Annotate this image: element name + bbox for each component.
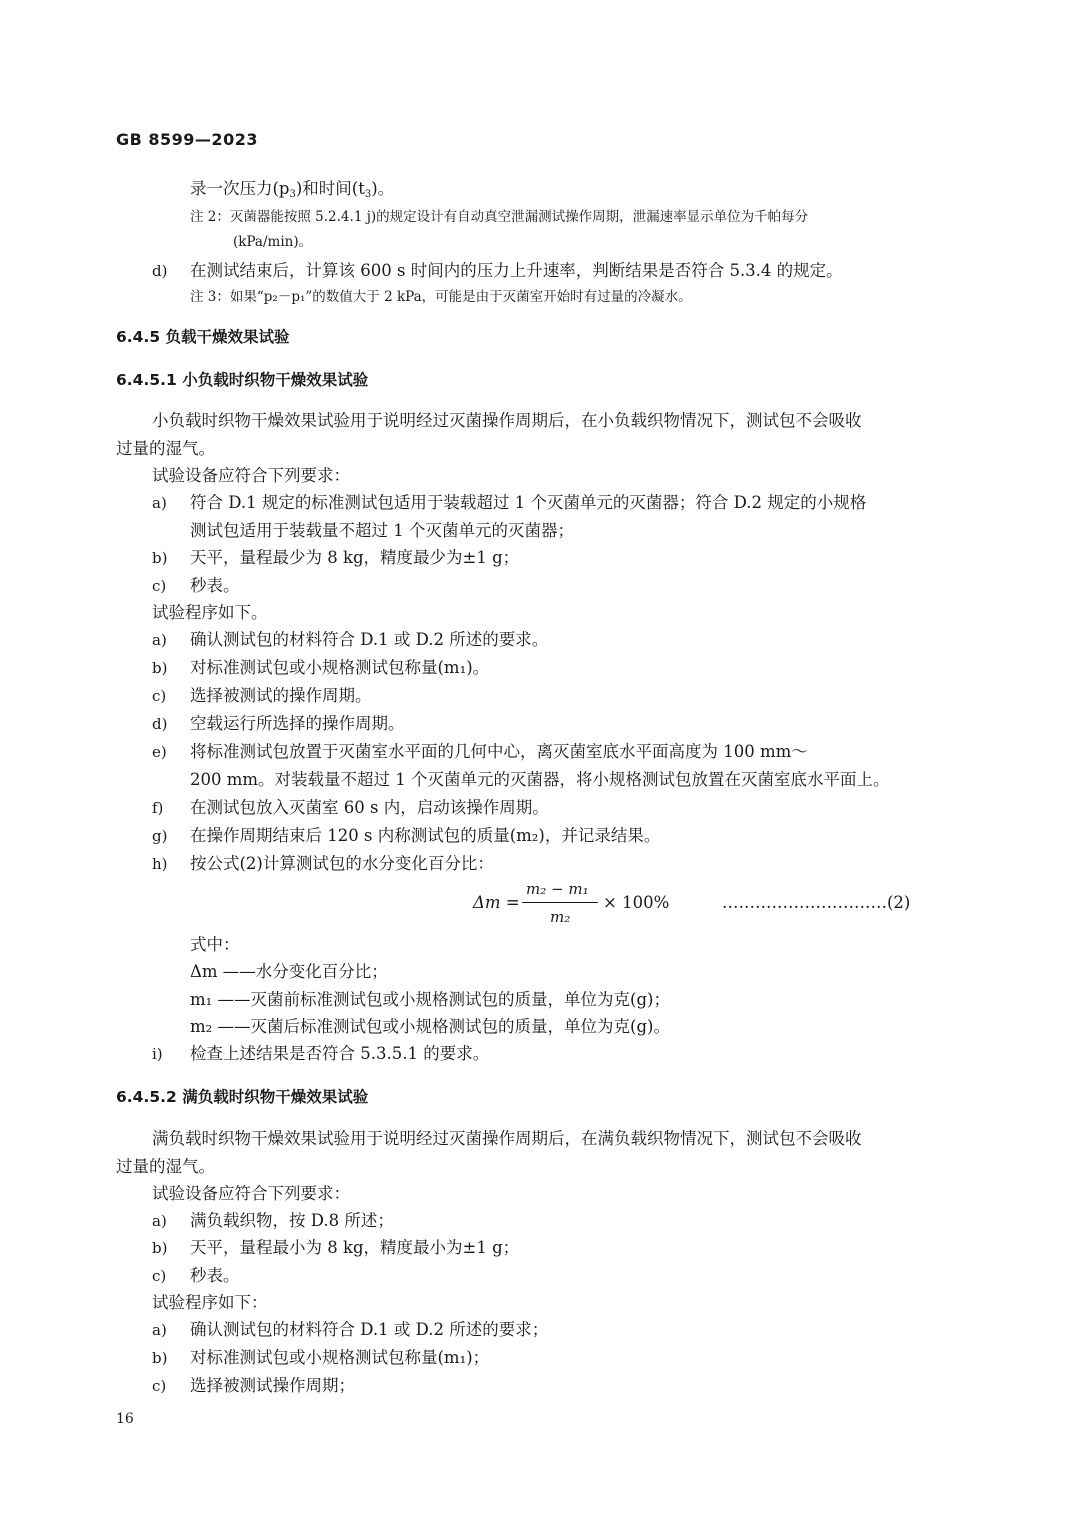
procedure-item-e-line-1: 将标准测试包放置于灭菌室水平面的几何中心，离灭菌室底水平面高度为 100 mm～ (190, 742, 808, 761)
item-label-c: c) (152, 1377, 167, 1395)
note-3: 注 3：如果“p₂－p₁”的数值大于 2 kPa，可能是由于灭菌室开始时有过量的冷凝水。 (190, 289, 692, 305)
item-label-b: b) (152, 1239, 168, 1257)
item-label-f: f) (152, 799, 164, 817)
equipment-intro-2: 试验设备应符合下列要求： (152, 1184, 350, 1203)
item-label-d: d) (152, 715, 168, 733)
where-def-m2: m₂ ——灭菌后标准测试包或小规格测试包的质量，单位为克(g)。 (190, 1017, 670, 1036)
equipment-intro: 试验设备应符合下列要求： (152, 466, 350, 485)
equip2-item-a: 满负载织物，按 D.8 所述； (190, 1211, 394, 1230)
item-label-c: c) (152, 577, 167, 595)
formula-numerator: m₂ − m₁ (526, 880, 589, 898)
standard-code-header: GB 8599—2023 (116, 130, 258, 149)
note-2-line-1: 注 2：灭菌器能按照 5.2.4.1 j)的规定设计有自动真空泄漏测试操作周期，泄漏速率显示单位为千帕每分 (190, 209, 809, 225)
item-label-a: a) (152, 1321, 167, 1339)
item-label-g: g) (152, 827, 168, 845)
note-2-line-2: (kPa/min)。 (233, 234, 313, 250)
equip2-item-b: 天平，量程最小为 8 kg，精度最小为±1 g； (190, 1238, 520, 1257)
section-heading-6-4-5: 6.4.5 负载干燥效果试验 (116, 328, 290, 346)
fraction-bar (522, 902, 598, 903)
item-label-e: e) (152, 743, 167, 761)
procedure-item-d: 空载运行所选择的操作周期。 (190, 714, 405, 733)
formula-denominator: m₂ (550, 908, 571, 926)
where-def-m1: m₁ ——灭菌前标准测试包或小规格测试包的质量，单位为克(g)； (190, 990, 670, 1009)
item-label-b: b) (152, 659, 168, 677)
section-heading-6-4-5-2: 6.4.5.2 满负载时织物干燥效果试验 (116, 1088, 369, 1106)
continuation-text-3: )。 (371, 179, 395, 198)
sub-3b: 3 (364, 189, 372, 200)
procedure-item-e-line-2: 200 mm。对装载量不超过 1 个灭菌单元的灭菌器，将小规格测试包放置在灭菌室底水平面上。 (190, 770, 890, 789)
procedure-intro-2: 试验程序如下： (152, 1293, 268, 1312)
page-number: 16 (116, 1411, 134, 1427)
equip-item-b: 天平，量程最少为 8 kg，精度最少为±1 g； (190, 548, 520, 567)
equip-item-a-line-1: 符合 D.1 规定的标准测试包适用于装载超过 1 个灭菌单元的灭菌器；符合 D.2 规定的小规格 (190, 493, 867, 512)
procedure-item-c: 选择被测试的操作周期。 (190, 686, 372, 705)
item-label-a: a) (152, 631, 167, 649)
paragraph-1-line-2: 过量的湿气。 (116, 439, 215, 458)
item-label-c: c) (152, 687, 167, 705)
equip2-item-c: 秒表。 (190, 1266, 240, 1285)
procedure-intro: 试验程序如下。 (152, 603, 268, 622)
item-label-i: i) (152, 1045, 163, 1063)
continuation-line (190, 181, 394, 200)
paragraph-2-line-2: 过量的湿气。 (116, 1157, 215, 1176)
where-def-delta-m: Δm ——水分变化百分比； (190, 962, 388, 981)
section-heading-6-4-5-1: 6.4.5.1 小负载时织物干燥效果试验 (116, 371, 369, 389)
procedure2-item-a: 确认测试包的材料符合 D.1 或 D.2 所述的要求； (190, 1320, 549, 1339)
procedure2-item-c: 选择被测试操作周期； (190, 1376, 355, 1395)
item-label-c: c) (152, 1267, 167, 1285)
sub-3: 3 (289, 189, 296, 200)
item-d-text: 在测试结束后，计算该 600 s 时间内的压力上升速率，判断结果是否符合 5.3.4 的规定。 (190, 261, 843, 280)
equip-item-a-line-2: 测试包适用于装载量不超过 1 个灭菌单元的灭菌器； (190, 521, 574, 540)
formula-lhs: Δm = (473, 893, 520, 912)
where-label: 式中： (190, 935, 240, 954)
procedure-item-b: 对标准测试包或小规格测试包称量(m₁)。 (190, 658, 490, 677)
procedure-item-a: 确认测试包的材料符合 D.1 或 D.2 所述的要求。 (190, 630, 549, 649)
formula-fraction (522, 880, 598, 926)
paragraph-2-line-1: 满负载时织物干燥效果试验用于说明经过灭菌操作周期后，在满负载织物情况下，测试包不会吸收 (152, 1129, 862, 1148)
item-label-h: h) (152, 855, 168, 873)
procedure-item-g: 在操作周期结束后 120 s 内称测试包的质量(m₂)，并记录结果。 (190, 826, 661, 845)
equip-item-c: 秒表。 (190, 576, 240, 595)
item-label-d: d) (152, 262, 168, 280)
item-label-b: b) (152, 549, 168, 567)
paragraph-1-line-1: 小负载时织物干燥效果试验用于说明经过灭菌操作周期后，在小负载织物情况下，测试包不会吸收 (152, 411, 862, 430)
procedure-item-f: 在测试包放入灭菌室 60 s 内，启动该操作周期。 (190, 798, 549, 817)
formula-number: …………………………(2) (722, 893, 911, 912)
formula-rhs: × 100% (603, 893, 670, 912)
item-label-b: b) (152, 1349, 168, 1367)
item-label-a: a) (152, 494, 167, 512)
procedure-item-i: 检查上述结果是否符合 5.3.5.1 的要求。 (190, 1044, 490, 1063)
item-label-a: a) (152, 1212, 167, 1230)
procedure2-item-b: 对标准测试包或小规格测试包称量(m₁)； (190, 1348, 490, 1367)
procedure-item-h: 按公式(2)计算测试包的水分变化百分比： (190, 854, 494, 873)
continuation-text-1: 录一次压力(p (190, 179, 290, 198)
continuation-text-2: )和时间(t (295, 179, 365, 198)
